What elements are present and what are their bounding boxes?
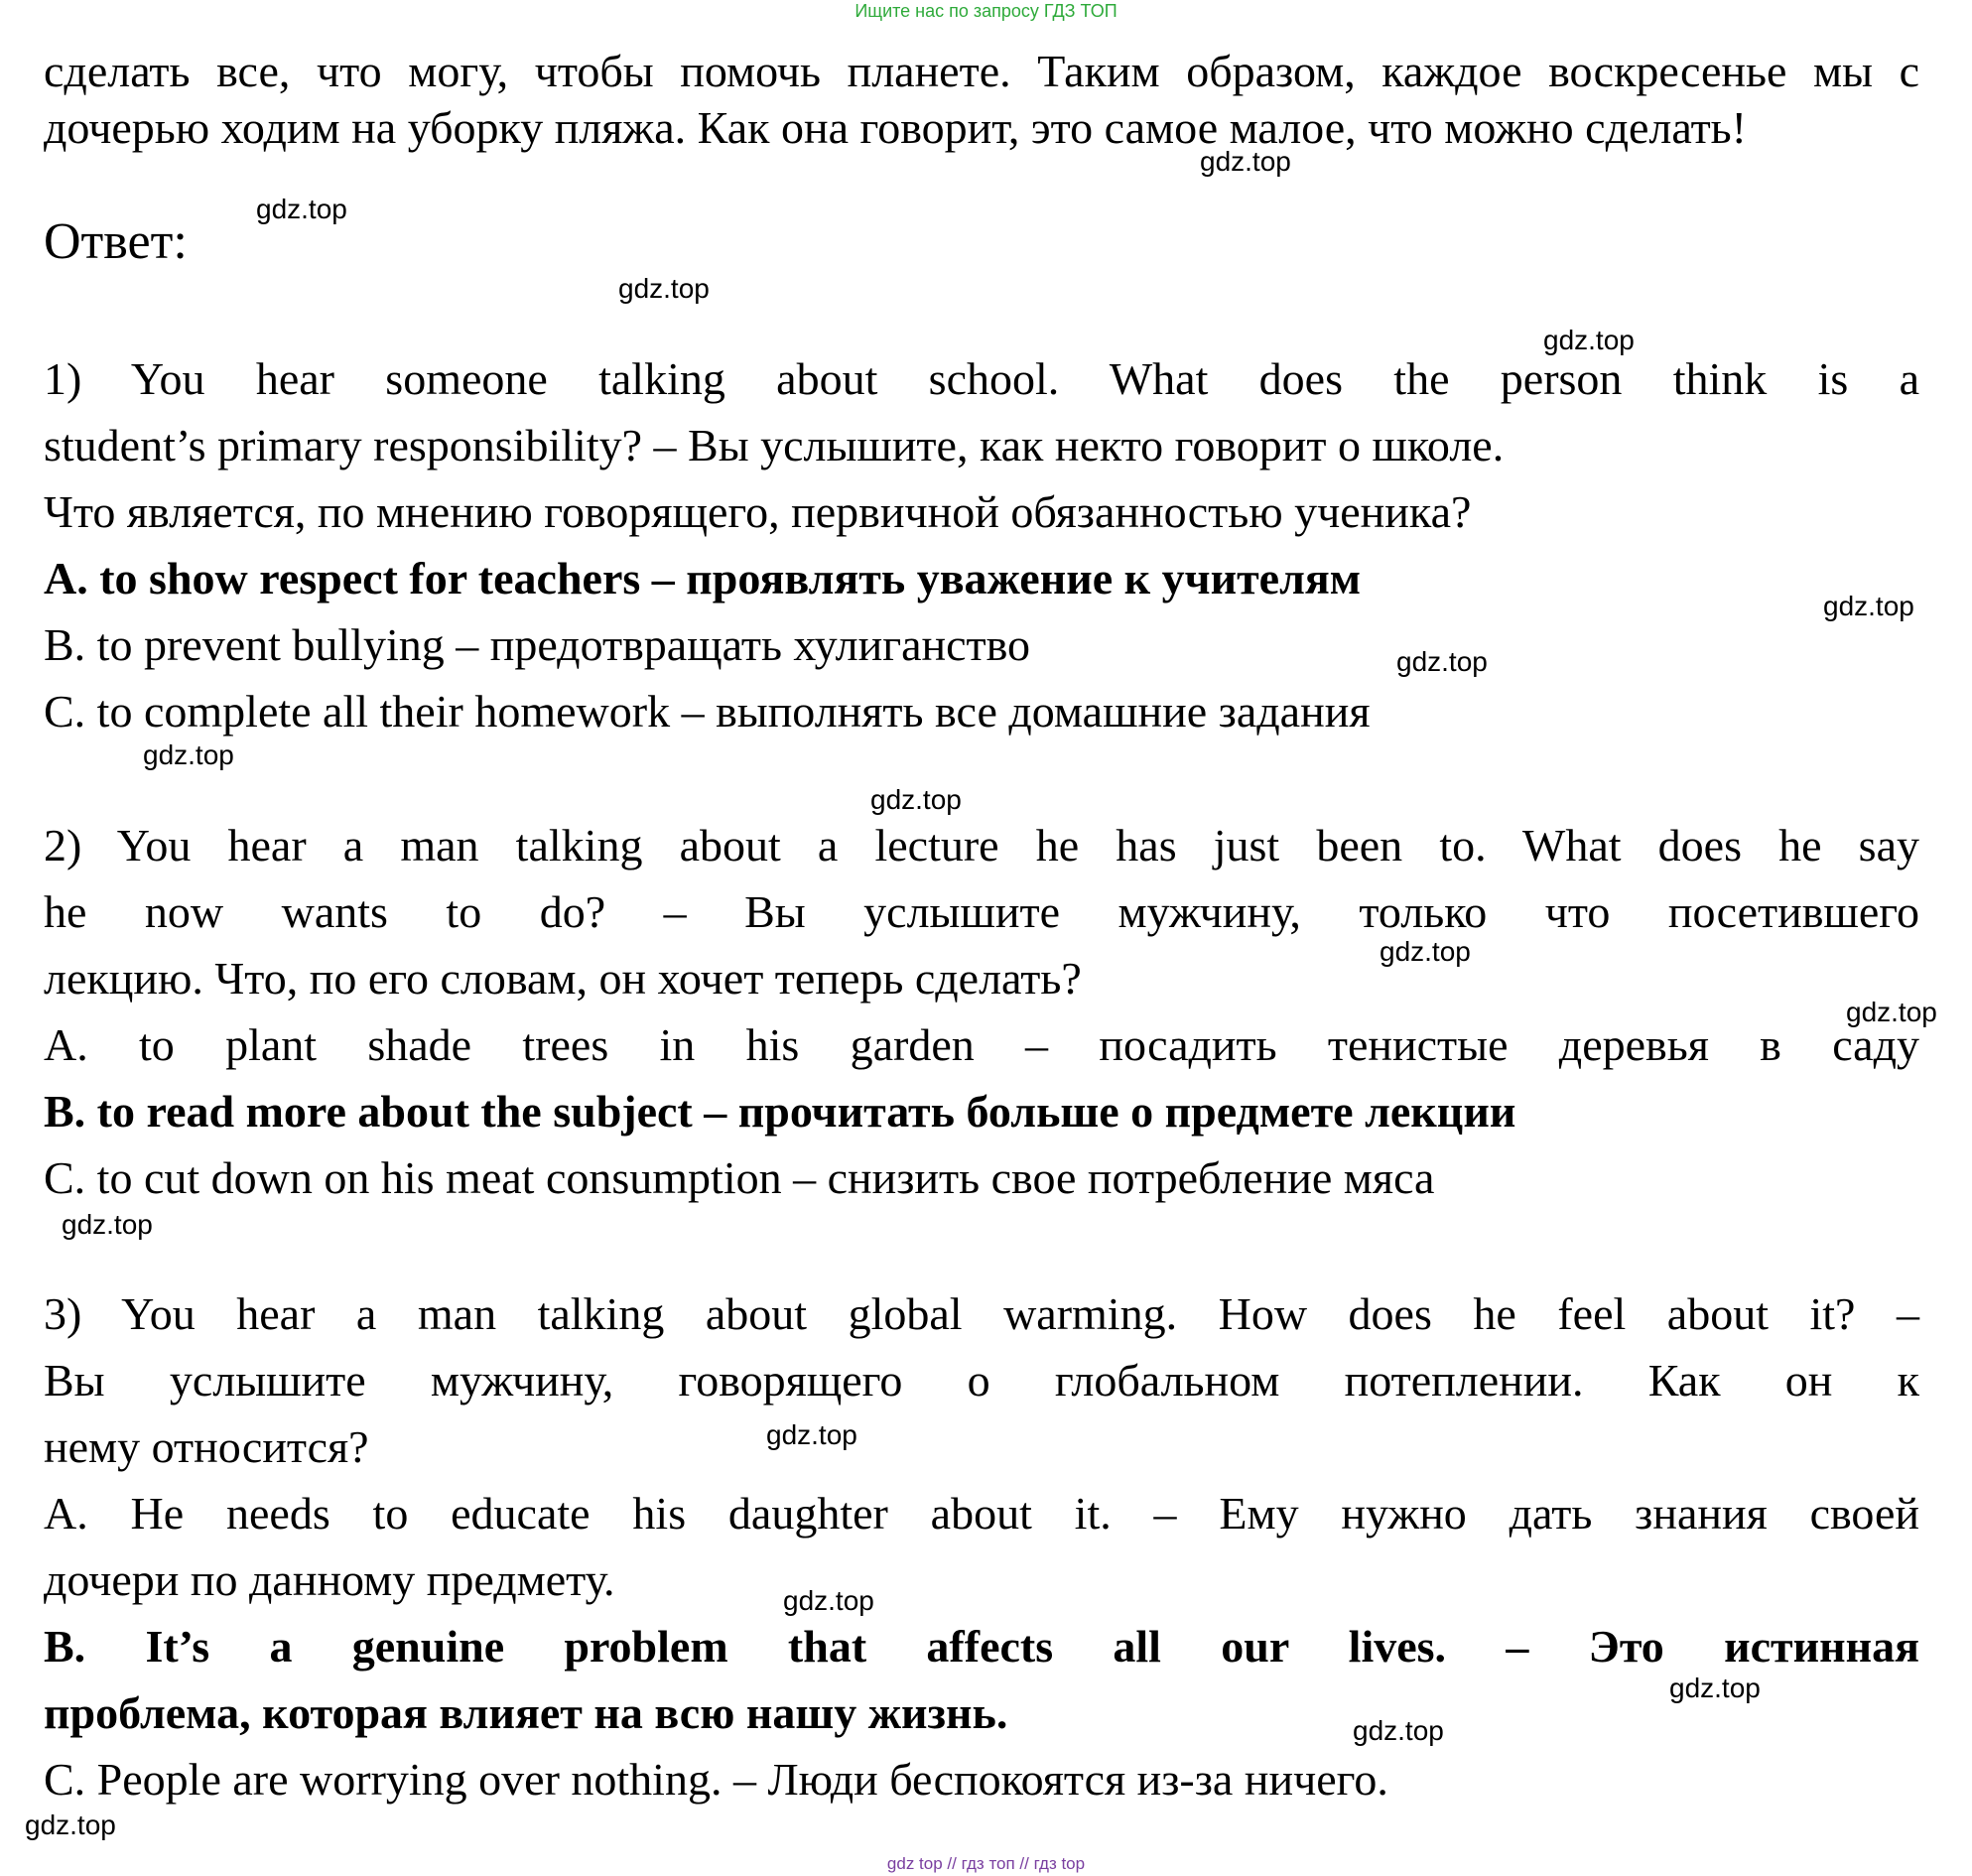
- intro-line: дочерью ходим на уборку пляжа. Как она говорит, это самое малое, что можно сделать!: [44, 102, 1747, 153]
- watermark: gdz.top: [1669, 1673, 1761, 1703]
- watermark: gdz.top: [618, 273, 710, 304]
- question-2-line: лекцию. Что, по его словам, он хочет теперь сделать?: [44, 953, 1082, 1004]
- watermark: gdz.top: [1846, 997, 1937, 1027]
- watermark: gdz.top: [143, 739, 234, 770]
- question-3-option-b-correct: B. It’s a genuine problem that affects all our lives. – Это истинная: [44, 1621, 1919, 1672]
- question-2-option-a: A. to plant shade trees in his garden – посадить тенистые деревья в саду: [44, 1019, 1919, 1070]
- intro-line: сделать все, что могу, чтобы помочь планете. Таким образом, каждое воскресенье мы с: [44, 46, 1919, 96]
- question-3-option-a: A. He needs to educate his daughter about it. – Ему нужно дать знания своей: [44, 1488, 1919, 1539]
- watermark: gdz.top: [1823, 591, 1914, 621]
- question-2-line: he now wants to do? – Вы услышите мужчину, только что посетившего: [44, 886, 1919, 937]
- watermark: gdz.top: [1396, 646, 1488, 677]
- question-3-option-c: C. People are worrying over nothing. – Люди беспокоятся из-за ничего.: [44, 1754, 1388, 1805]
- question-3-line: Вы услышите мужчину, говорящего о глобальном потеплении. Как он к: [44, 1355, 1919, 1406]
- top-banner[interactable]: Ищите нас по запросу ГДЗ ТОП: [855, 1, 1117, 21]
- question-2-option-b-correct: B. to read more about the subject – прочитать больше о предмете лекции: [44, 1086, 1516, 1137]
- question-1-line: Что является, по мнению говорящего, первичной обязанностью ученика?: [44, 486, 1472, 537]
- question-2-line: 2) You hear a man talking about a lecture he has just been to. What does he say: [44, 820, 1919, 871]
- watermark: gdz.top: [870, 784, 962, 815]
- question-3-line: 3) You hear a man talking about global warming. How does he feel about it? –: [44, 1288, 1919, 1339]
- question-1-option-b: B. to prevent bullying – предотвращать хулиганство: [44, 619, 1031, 670]
- watermark: gdz.top: [256, 194, 347, 224]
- answer-label: Ответ:: [44, 213, 188, 270]
- watermark: gdz.top: [1543, 325, 1635, 355]
- question-3-option-a: дочери по данному предмету.: [44, 1554, 615, 1605]
- question-2-option-c: C. to cut down on his meat consumption – снизить свое потребление мяса: [44, 1152, 1435, 1203]
- watermark: gdz.top: [1353, 1715, 1444, 1746]
- question-1-option-c: C. to complete all their homework – выполнять все домашние задания: [44, 686, 1371, 737]
- question-1-line: 1) You hear someone talking about school. What does the person think is a: [44, 353, 1919, 404]
- watermark: gdz.top: [1200, 146, 1291, 177]
- watermark: gdz.top: [25, 1809, 116, 1840]
- watermark: gdz.top: [766, 1419, 857, 1450]
- footer-links[interactable]: gdz top // гдз топ // гдз top: [886, 1854, 1086, 1873]
- watermark: gdz.top: [783, 1585, 874, 1616]
- watermark: gdz.top: [1380, 936, 1471, 967]
- question-1-line: student’s primary responsibility? – Вы услышите, как некто говорит о школе.: [44, 420, 1505, 470]
- watermark: gdz.top: [62, 1209, 153, 1240]
- question-3-line: нему относится?: [44, 1421, 369, 1472]
- question-3-option-b-correct: проблема, которая влияет на всю нашу жизнь.: [44, 1687, 1008, 1738]
- question-1-option-a-correct: A. to show respect for teachers – проявлять уважение к учителям: [44, 553, 1362, 603]
